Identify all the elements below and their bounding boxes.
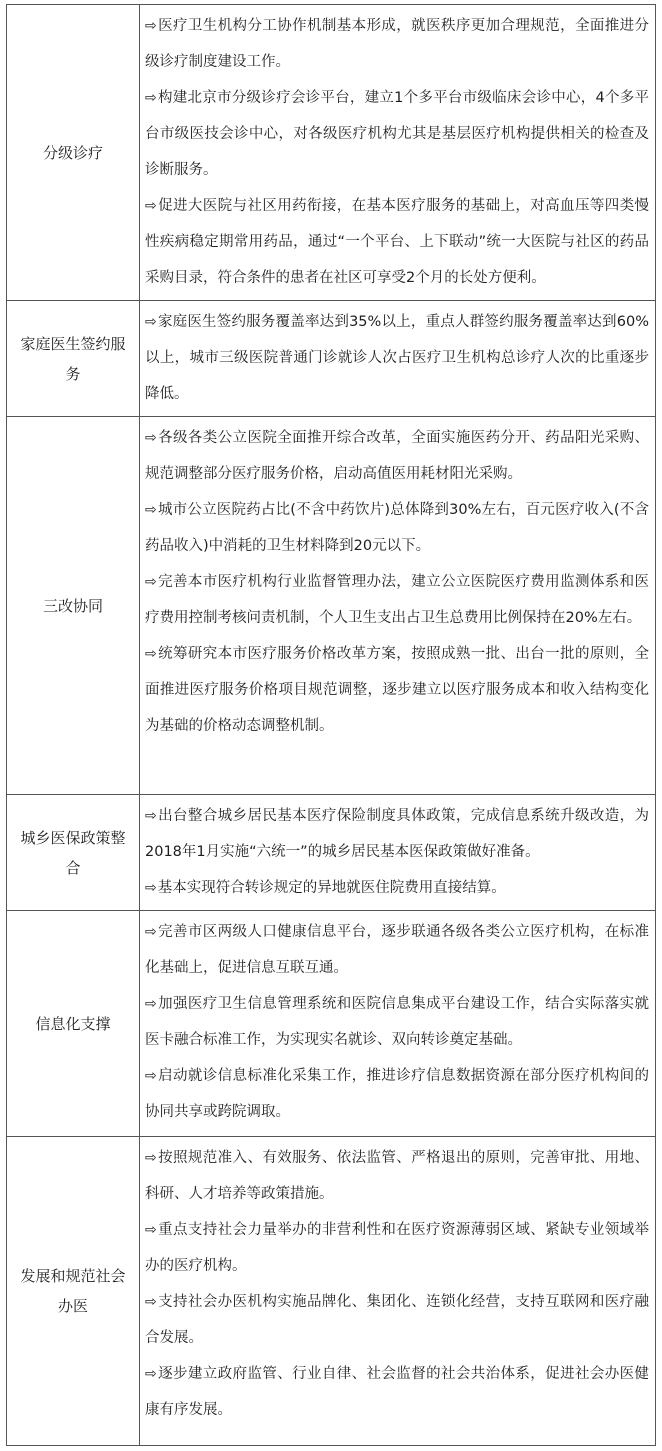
item-text: 出台整合城乡居民基本医疗保险制度具体政策，完成信息系统升级改造，为2018年1月实施“六统一”的城乡居民基本医保政策做好准备。 <box>145 808 649 860</box>
list-item <box>145 492 649 564</box>
table-row <box>7 1137 656 1446</box>
right-arrow-icon: ⇨ <box>145 996 157 1012</box>
right-arrow-icon: ⇨ <box>145 430 157 446</box>
right-arrow-icon: ⇨ <box>145 90 157 106</box>
row-content <box>140 417 656 795</box>
right-arrow-icon: ⇨ <box>145 1294 157 1310</box>
list-item <box>145 564 649 636</box>
right-arrow-icon: ⇨ <box>145 924 157 940</box>
item-text: 医疗卫生机构分工协作机制基本形成，就医秩序更加合理规范，全面推进分级诊疗制度建设工作。 <box>145 18 649 70</box>
table-row <box>7 795 656 911</box>
list-item <box>145 870 649 906</box>
row-content <box>140 1137 656 1446</box>
item-text: 启动就诊信息标准化采集工作，推进诊疗信息数据资源在部分医疗机构间的协同共享或跨院调取。 <box>145 1068 649 1120</box>
right-arrow-icon: ⇨ <box>145 18 157 34</box>
row-content <box>140 301 656 417</box>
item-text: 城市公立医院药占比(不含中药饮片)总体降到30%左右，百元医疗收入(不含药品收入)中消耗的卫生材料降到20元以下。 <box>145 502 649 554</box>
table-row <box>7 5 656 301</box>
item-text: 统筹研究本市医疗服务价格改革方案，按照成熟一批、出台一批的原则，全面推进医疗服务价格项目规范调整，逐步建立以医疗服务成本和收入结构变化为基础的价格动态调整机制。 <box>145 646 649 734</box>
right-arrow-icon: ⇨ <box>145 646 157 662</box>
list-item <box>145 798 649 870</box>
item-text: 完善市区两级人口健康信息平台，逐步联通各级各类公立医疗机构，在标准化基础上，促进信息互联互通。 <box>145 924 649 976</box>
row-label: 城乡医保政策整合 <box>7 795 140 911</box>
item-text: 构建北京市分级诊疗会诊平台，建立1个多平台市级临床会诊中心，4个多平台市级医技会诊中心，对各级医疗机构尤其是基层医疗机构提供相关的检查及诊断服务。 <box>145 90 649 178</box>
right-arrow-icon: ⇨ <box>145 502 157 518</box>
right-arrow-icon: ⇨ <box>145 198 157 214</box>
list-item <box>145 914 649 986</box>
list-item <box>145 304 649 412</box>
row-label: 信息化支撑 <box>7 911 140 1137</box>
list-item <box>145 8 649 80</box>
row-content <box>140 795 656 911</box>
item-text: 完善本市医疗机构行业监督管理办法，建立公立医院医疗费用监测体系和医疗费用控制考核问责机制，个人卫生支出占卫生总费用比例保持在20%左右。 <box>145 574 649 626</box>
table-row <box>7 417 656 795</box>
list-item <box>145 420 649 492</box>
list-item <box>145 986 649 1058</box>
list-item <box>145 1212 649 1284</box>
row-label: 家庭医生签约服务 <box>7 301 140 417</box>
right-arrow-icon: ⇨ <box>145 1150 157 1166</box>
item-text: 基本实现符合转诊规定的异地就医住院费用直接结算。 <box>157 880 506 896</box>
row-content <box>140 5 656 301</box>
item-text: 家庭医生签约服务覆盖率达到35%以上，重点人群签约服务覆盖率达到60%以上，城市三级医院普通门诊就诊人次占医疗卫生机构总诊疗人次的比重逐步降低。 <box>145 314 649 402</box>
list-item <box>145 188 649 296</box>
right-arrow-icon: ⇨ <box>145 1366 157 1382</box>
list-item <box>145 1356 649 1428</box>
right-arrow-icon: ⇨ <box>145 880 157 896</box>
item-text: 重点支持社会力量举办的非营利性和在医疗资源薄弱区域、紧缺专业领域举办的医疗机构。 <box>145 1222 649 1274</box>
list-item <box>145 636 649 744</box>
right-arrow-icon: ⇨ <box>145 574 157 590</box>
item-text: 促进大医院与社区用药衔接，在基本医疗服务的基础上，对高血压等四类慢性疾病稳定期常用药品，通过“一个平台、上下联动”统一大医院与社区的药品采购目录，符合条件的患者在社区可享受2个月的长处方便利。 <box>145 198 649 286</box>
item-text: 逐步建立政府监管、行业自律、社会监督的社会共治体系，促进社会办医健康有序发展。 <box>145 1366 649 1418</box>
row-label: 发展和规范社会办医 <box>7 1137 140 1446</box>
right-arrow-icon: ⇨ <box>145 1068 157 1084</box>
row-label: 分级诊疗 <box>7 5 140 301</box>
item-text: 支持社会办医机构实施品牌化、集团化、连锁化经营，支持互联网和医疗融合发展。 <box>145 1294 649 1346</box>
table-row <box>7 301 656 417</box>
right-arrow-icon: ⇨ <box>145 314 157 330</box>
list-item <box>145 80 649 188</box>
list-item <box>145 1284 649 1356</box>
table-body <box>7 5 656 1446</box>
row-content <box>140 911 656 1137</box>
item-text: 加强医疗卫生信息管理系统和医院信息集成平台建设工作，结合实际落实就医卡融合标准工作，为实现实名就诊、双向转诊奠定基础。 <box>145 996 649 1048</box>
item-text: 各级各类公立医院全面推开综合改革，全面实施医药分开、药品阳光采购、规范调整部分医疗服务价格，启动高值医用耗材阳光采购。 <box>145 430 649 482</box>
item-text: 按照规范准入、有效服务、依法监管、严格退出的原则，完善审批、用地、科研、人才培养等政策措施。 <box>145 1150 649 1202</box>
list-item <box>145 1058 649 1130</box>
reform-table <box>6 4 656 1446</box>
right-arrow-icon: ⇨ <box>145 1222 157 1238</box>
table-row <box>7 911 656 1137</box>
row-label: 三改协同 <box>7 417 140 795</box>
list-item <box>145 1140 649 1212</box>
right-arrow-icon: ⇨ <box>145 808 157 824</box>
